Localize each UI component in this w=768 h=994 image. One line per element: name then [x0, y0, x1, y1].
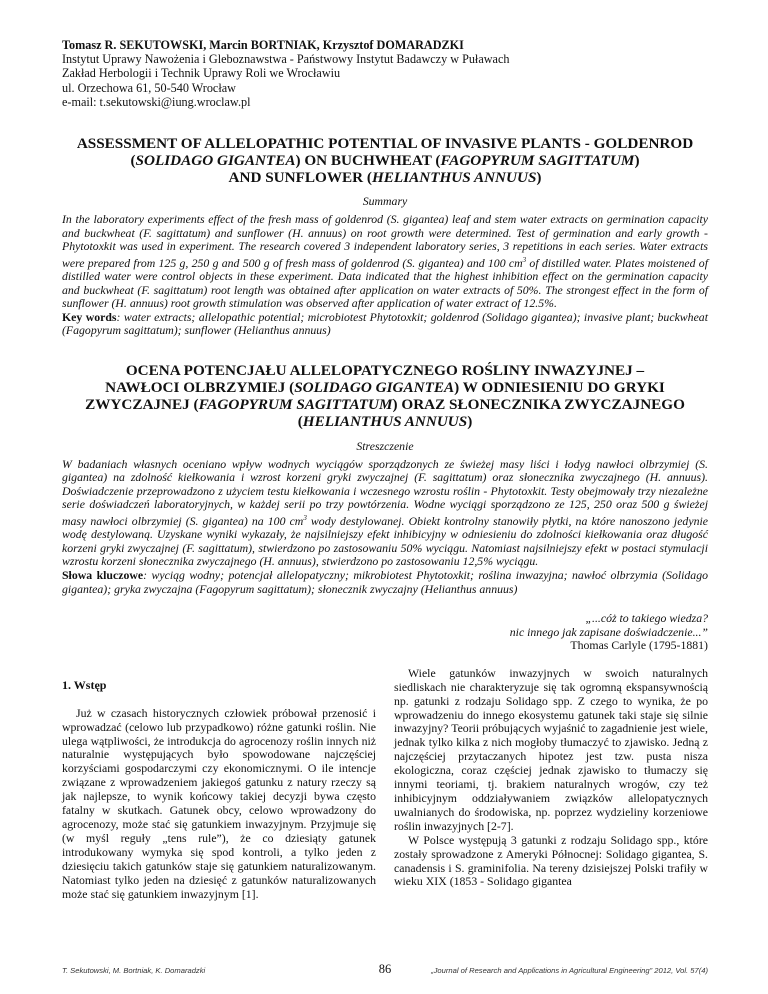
page-footer — [62, 962, 708, 980]
epigraph-line-2: nic innego jak zapisane doświadczenie...” — [509, 624, 708, 639]
intro-paragraph-2: Wiele gatunków inwazyjnych w swoich naturalnych siedliskach nie charakteryzuje się tak ogromną ekspansywnością np. gatunki z rodzaju Solidago spp. Z czego to wynika, że po wprowadzeniu do innego ekosystemu gatunek taki staje się silnie inwazyjny? Teorii próbujących wyjaśnić to zagadnienie jest wiele, jednak tylko kilka z nich mogłoby tłumaczyć to zjawisko. Jedną z najczęściej przytaczanych hipotez jest tzw. pusta nisza ekologiczna, coraz częściej jednak zjawisko to tłumaczy się innymi teoriami, tj. brakiem naturalnych wrogów, czy też inhibicyjnym oddziaływaniem związków allelopatycznych uwalnianych do środowiska, np. poprzez wydzieliny korzeniowe roślin inwazyjnych [2-7]. — [394, 665, 708, 833]
english-title-line-2: (SOLIDAGO GIGANTEA) ON BUCHWHEAT (FAGOPYRUM SAGITTATUM) — [130, 152, 640, 170]
polish-summary: W badaniach własnych oceniano wpływ wodnych wyciągów sporządzonych ze świeżej masy liści i łodyg nawłoci olbrzymiej (S. gigantea) na zdolność kiełkowania i wzrost korzeni gryki zwyczajnej (F. sagittatum) oraz słonecznika zwyczajnego (H. annuus). Doświadczenie przeprowadzono z użyciem testu kiełkowania i wczesnego wzrostu roślin - Phytotoxkit. Testy obejmowały trzy niezależne serie doświadczeń laboratoryjnych, w każdej serii po trzy powtórzenia. Wodne wyciągi sporządzono ze 125, 250 oraz 500 g świeżej masy nawłoci olbrzymiej (S. gigantea) na 100 $cm^3$ wody destylowanej. Obiekt kontrolny stanowiły płytki, na które nanoszono jedynie wodę destylowaną. Uzyskane wyniki wykazały, że najsilniejszy efekt inhibicyjny w odniesieniu do zdolności kiełkowania oraz długość korzeni gryki zwyczajnej (F. sagittatum), stwierdzono po zastosowaniu 50% wyciągu. Natomiast najsilniejszy efekt w postaci stymulacji wzrostu korzeni słonecznika zwyczajnego (H. annuus), stwierdzono po zastosowaniu 12,5% wyciągu. — [62, 456, 708, 569]
footer-authors: T. Sekutowski, M. Bortniak, K. Domaradzki — [62, 966, 206, 975]
polish-title-line-2: NAWŁOCI OLBRZYMIEJ (SOLIDAGO GIGANTEA) W ODNIESIENIU DO GRYKI — [105, 379, 665, 397]
footer-journal: „Journal of Research and Applications in Agricultural Engineering” 2012, Vol. 57(4) — [431, 966, 708, 975]
right-column — [394, 667, 708, 902]
body-columns — [62, 667, 708, 902]
streszczenie-heading: Streszczenie — [356, 438, 414, 453]
section-heading-introduction: 1. Wstęp — [62, 677, 107, 692]
english-title-line-3: AND SUNFLOWER (HELIANTHUS ANNUUS) — [228, 169, 542, 187]
english-title-line-1: ASSESSMENT OF ALLELOPATHIC POTENTIAL OF INVASIVE PLANTS - GOLDENROD — [76, 135, 694, 153]
polish-keywords: Słowa kluczowe: wyciąg wodny; potencjał allelopatyczny; mikrobiotest Phytotoxkit; roślina inwazyjna; nawłoć olbrzymia (Solidago gigantea); gryka zwyczajna (Fagopyrum sagittatum); słonecznik zwyczajny (Helianthus annuus) — [62, 567, 708, 596]
affiliation-institute: Instytut Uprawy Nawożenia i Gleboznawstwa - Państwowy Instytut Badawczy w Puławach — [62, 52, 510, 67]
affiliation-department: Zakład Herbologii i Technik Uprawy Roli we Wrocławiu — [62, 66, 341, 81]
epigraph-author: Thomas Carlyle (1795-1881) — [570, 638, 708, 653]
intro-paragraph-1: Już w czasach historycznych człowiek próbował przenosić i wprowadzać (celowo lub przypadkowo) różne gatunki roślin. Nie ulega wątpliwości, że introdukcja do agrocenozy roślin innych niż naturalnie występujących było spowodowane najczęściej korzyściami gospodarczymi czy ekonomicznymi. O ile intencje związane z wprowadzeniem jakiegoś gatunku z natury rzeczy są jak najlepsze, to wynik końcowy takiej decyzji bywa często fatalny w skutkach. Gatunek obcy, celowo wprowadzony do agrocenozy, może stać się gatunkiem inwazyjnym. Przyjmuje się (w myśl reguły „tens rule”), że co dziesiąty gatunek introdukowany wymyka się spod kontroli, a tylko jeden z dziesięciu takich gatunków staje się gatunkiem naturalizowanym. Natomiast tylko jeden na dziesięć z gatunków naturalizowanych może stać się gatunkiem inwazyjnym [1]. — [62, 705, 376, 901]
polish-title-line-1: OCENA POTENCJAŁU ALLELOPATYCZNEGO ROŚLINY INWAZYJNEJ – — [125, 361, 645, 379]
paper-page — [62, 38, 708, 901]
english-title — [62, 135, 708, 186]
intro-paragraph-3: W Polsce występują 3 gatunki z rodzaju Solidago spp., które zostały sprowadzone z Ameryki Północnej: Solidago gigantea, S. canadensis i S. graminifolia. Na tereny dzisiejszej Polski trafiły w wieku XIX (1853 - Solidago gigantea — [394, 832, 708, 889]
english-summary: In the laboratory experiments effect of the fresh mass of goldenrod (S. gigantea) leaf and stem water extracts on germination capacity and buckwheat (F. sagittatum) and sunflower (H. annuus) on root growth were determined. Test of germination and early growth - Phytotoxkit was used in experiment. The research covered 3 independent laboratory series, 3 repetitions in each series. Water extracts were prepared from 125 g, 250 g and 500 g of fresh mass of goldenrod (S. gigantea) and 100 $cm^3$ of distilled water. Plates moistened of distilled water were control objects in these experiment. Data indicated that the highest inhibition effect on the germination capacity and buckwheat (F. sagittatum) root length was obtained after application on water extracts of 50%. The strongest effect in the form of sunflower (H. annuus) root growth stimulation was observed after application of water extract of 12.5%. — [62, 212, 708, 311]
affiliation-address: ul. Orzechowa 61, 50-540 Wrocław — [62, 80, 236, 95]
english-keywords: Key words: water extracts; allelopathic potential; microbiotest Phytotoxkit; goldenrod (Solidago gigantea); invasive plant; buckwheat (Fagopyrum sagittatum); sunflower (Helianthus annuus) — [62, 309, 708, 338]
author-names: Tomasz R. SEKUTOWSKI, Marcin BORTNIAK, Krzysztof DOMARADZKI — [62, 38, 464, 52]
keywords-label: Key words — [62, 309, 117, 324]
author-block — [62, 38, 708, 109]
left-column — [62, 667, 376, 902]
polish-title — [62, 362, 708, 431]
polish-title-line-3: ZWYCZAJNEJ (FAGOPYRUM SAGITTATUM) ORAZ SŁONECZNIKA ZWYCZAJNEGO — [85, 396, 685, 414]
epigraph-line-1: „...cóż to takiego wiedza? — [585, 611, 708, 626]
slowa-kluczowe-label: Słowa kluczowe — [62, 567, 144, 582]
polish-title-line-4: (HELIANTHUS ANNUUS) — [297, 413, 473, 431]
epigraph — [62, 612, 708, 653]
page-number: 86 — [378, 962, 392, 976]
author-email[interactable]: e-mail: t.sekutowski@iung.wroclaw.pl — [62, 94, 251, 109]
summary-heading: Summary — [362, 194, 408, 209]
